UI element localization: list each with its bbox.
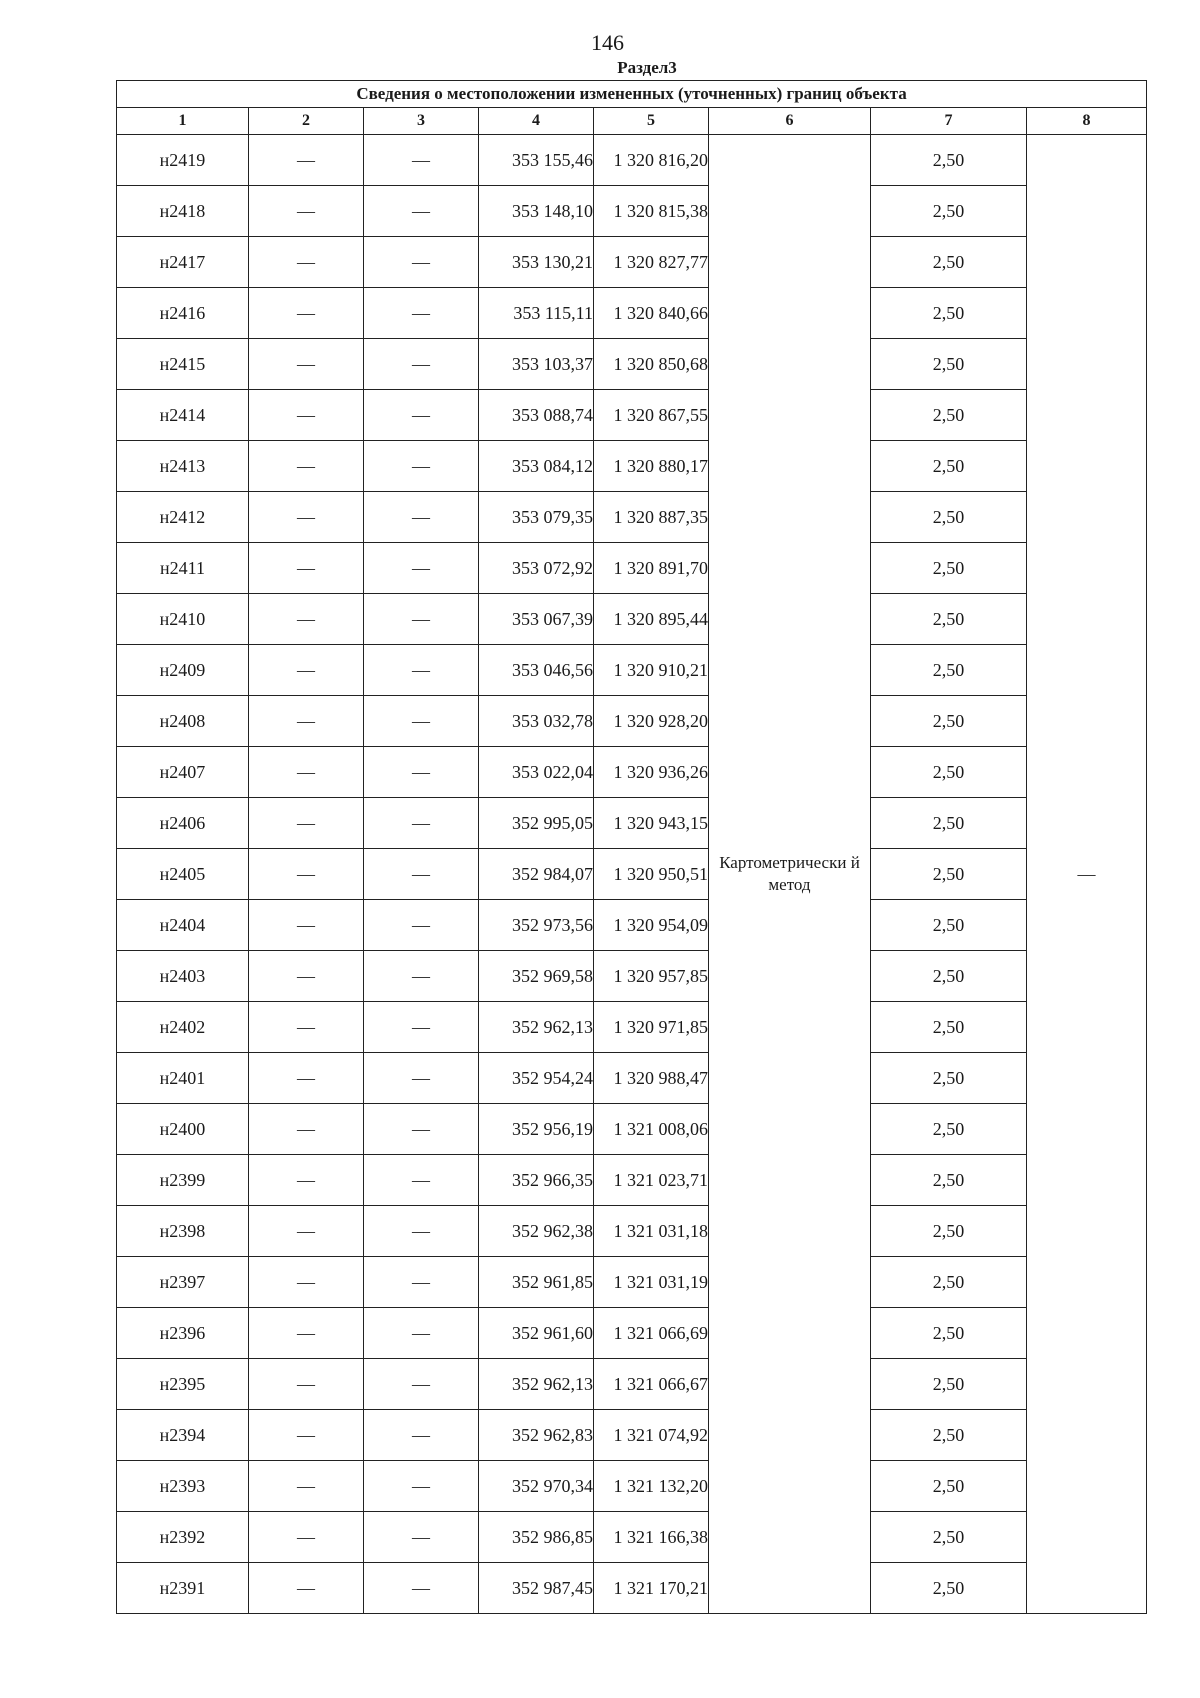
y-coordinate: 1 320 850,68 — [594, 339, 709, 390]
column2-value: — — [249, 798, 364, 849]
x-coordinate: 352 962,13 — [479, 1002, 594, 1053]
point-name: н2404 — [117, 900, 249, 951]
table-row — [117, 186, 1147, 237]
column-number: 2 — [249, 108, 364, 135]
point-name: н2396 — [117, 1308, 249, 1359]
point-name: н2395 — [117, 1359, 249, 1410]
column2-value: — — [249, 1002, 364, 1053]
y-coordinate: 1 320 891,70 — [594, 543, 709, 594]
column2-value: — — [249, 492, 364, 543]
accuracy-value: 2,50 — [871, 951, 1027, 1002]
column-number: 5 — [594, 108, 709, 135]
page-number: 146 — [591, 30, 624, 55]
column2-value: — — [249, 1410, 364, 1461]
point-name: н2392 — [117, 1512, 249, 1563]
table-row — [117, 696, 1147, 747]
point-name: н2410 — [117, 594, 249, 645]
y-coordinate: 1 320 895,44 — [594, 594, 709, 645]
column3-value: — — [364, 1563, 479, 1614]
column2-value: — — [249, 951, 364, 1002]
x-coordinate: 352 995,05 — [479, 798, 594, 849]
column2-value: — — [249, 1512, 364, 1563]
point-name: н2412 — [117, 492, 249, 543]
table-row — [117, 543, 1147, 594]
table-row — [117, 798, 1147, 849]
column3-value: — — [364, 1410, 479, 1461]
accuracy-value: 2,50 — [871, 1308, 1027, 1359]
column3-value: — — [364, 900, 479, 951]
table-row — [117, 747, 1147, 798]
y-coordinate: 1 320 815,38 — [594, 186, 709, 237]
point-name: н2402 — [117, 1002, 249, 1053]
column3-value: — — [364, 288, 479, 339]
x-coordinate: 353 148,10 — [479, 186, 594, 237]
table-row — [117, 1155, 1147, 1206]
column2-value: — — [249, 1053, 364, 1104]
x-coordinate: 352 954,24 — [479, 1053, 594, 1104]
column2-value: — — [249, 1308, 364, 1359]
x-coordinate: 352 962,13 — [479, 1359, 594, 1410]
y-coordinate: 1 320 950,51 — [594, 849, 709, 900]
x-coordinate: 353 103,37 — [479, 339, 594, 390]
column2-value: — — [249, 390, 364, 441]
column3-value: — — [364, 747, 479, 798]
accuracy-value: 2,50 — [871, 1563, 1027, 1614]
accuracy-value: 2,50 — [871, 1104, 1027, 1155]
accuracy-value: 2,50 — [871, 186, 1027, 237]
point-name: н2398 — [117, 1206, 249, 1257]
column3-value: — — [364, 186, 479, 237]
x-coordinate: 353 115,11 — [479, 288, 594, 339]
column3-value: — — [364, 1155, 479, 1206]
column3-value: — — [364, 135, 479, 186]
point-name: н2408 — [117, 696, 249, 747]
x-coordinate: 353 067,39 — [479, 594, 594, 645]
x-coordinate: 353 084,12 — [479, 441, 594, 492]
table-row — [117, 1563, 1147, 1614]
x-coordinate: 352 986,85 — [479, 1512, 594, 1563]
column3-value: — — [364, 1512, 479, 1563]
y-coordinate: 1 321 031,19 — [594, 1257, 709, 1308]
x-coordinate: 353 079,35 — [479, 492, 594, 543]
y-coordinate: 1 321 066,67 — [594, 1359, 709, 1410]
table-row — [117, 1206, 1147, 1257]
column3-value: — — [364, 594, 479, 645]
table-row — [117, 1410, 1147, 1461]
y-coordinate: 1 320 880,17 — [594, 441, 709, 492]
y-coordinate: 1 320 827,77 — [594, 237, 709, 288]
accuracy-value: 2,50 — [871, 288, 1027, 339]
column-number: 1 — [117, 108, 249, 135]
column2-value: — — [249, 1155, 364, 1206]
column2-value: — — [249, 747, 364, 798]
table-heading: Сведения о местоположении измененных (уточненных) границ объекта — [117, 81, 1147, 108]
x-coordinate: 353 155,46 — [479, 135, 594, 186]
x-coordinate: 352 961,60 — [479, 1308, 594, 1359]
column2-value: — — [249, 1563, 364, 1614]
point-name: н2403 — [117, 951, 249, 1002]
column3-value: — — [364, 1461, 479, 1512]
y-coordinate: 1 321 074,92 — [594, 1410, 709, 1461]
x-coordinate: 353 032,78 — [479, 696, 594, 747]
column2-value: — — [249, 1359, 364, 1410]
column3-value: — — [364, 390, 479, 441]
y-coordinate: 1 320 957,85 — [594, 951, 709, 1002]
x-coordinate: 353 072,92 — [479, 543, 594, 594]
x-coordinate: 353 088,74 — [479, 390, 594, 441]
accuracy-value: 2,50 — [871, 1206, 1027, 1257]
table-row — [117, 1359, 1147, 1410]
column-number: 8 — [1027, 108, 1147, 135]
column3-value: — — [364, 1359, 479, 1410]
column2-value: — — [249, 288, 364, 339]
y-coordinate: 1 320 910,21 — [594, 645, 709, 696]
column2-value: — — [249, 849, 364, 900]
x-coordinate: 353 022,04 — [479, 747, 594, 798]
accuracy-value: 2,50 — [871, 747, 1027, 798]
y-coordinate: 1 320 971,85 — [594, 1002, 709, 1053]
point-name: н2397 — [117, 1257, 249, 1308]
table-body — [117, 135, 1147, 1614]
accuracy-value: 2,50 — [871, 135, 1027, 186]
column2-value: — — [249, 186, 364, 237]
column2-value: — — [249, 339, 364, 390]
accuracy-value: 2,50 — [871, 1410, 1027, 1461]
accuracy-value: 2,50 — [871, 1257, 1027, 1308]
accuracy-value: 2,50 — [871, 900, 1027, 951]
y-coordinate: 1 320 887,35 — [594, 492, 709, 543]
table-row — [117, 594, 1147, 645]
method-cell: Картометрически й метод — [709, 135, 871, 1614]
column3-value: — — [364, 441, 479, 492]
accuracy-value: 2,50 — [871, 849, 1027, 900]
point-name: н2416 — [117, 288, 249, 339]
x-coordinate: 352 984,07 — [479, 849, 594, 900]
accuracy-value: 2,50 — [871, 1461, 1027, 1512]
y-coordinate: 1 321 132,20 — [594, 1461, 709, 1512]
column3-value: — — [364, 237, 479, 288]
x-coordinate: 352 973,56 — [479, 900, 594, 951]
table-row — [117, 1257, 1147, 1308]
column3-value: — — [364, 849, 479, 900]
column2-value: — — [249, 543, 364, 594]
column3-value: — — [364, 492, 479, 543]
accuracy-value: 2,50 — [871, 696, 1027, 747]
table-row — [117, 237, 1147, 288]
y-coordinate: 1 320 928,20 — [594, 696, 709, 747]
boundary-coordinates-table — [116, 80, 1147, 1614]
table-row — [117, 390, 1147, 441]
x-coordinate: 352 962,83 — [479, 1410, 594, 1461]
column2-value: — — [249, 1257, 364, 1308]
column-number-row — [117, 108, 1147, 135]
column2-value: — — [249, 696, 364, 747]
accuracy-value: 2,50 — [871, 798, 1027, 849]
table-row — [117, 1002, 1147, 1053]
table-row — [117, 288, 1147, 339]
point-name: н2406 — [117, 798, 249, 849]
table-row — [117, 1512, 1147, 1563]
accuracy-value: 2,50 — [871, 1053, 1027, 1104]
y-coordinate: 1 321 008,06 — [594, 1104, 709, 1155]
table-row — [117, 645, 1147, 696]
x-coordinate: 352 987,45 — [479, 1563, 594, 1614]
accuracy-value: 2,50 — [871, 645, 1027, 696]
accuracy-value: 2,50 — [871, 1512, 1027, 1563]
accuracy-value: 2,50 — [871, 1002, 1027, 1053]
column2-value: — — [249, 135, 364, 186]
y-coordinate: 1 320 816,20 — [594, 135, 709, 186]
x-coordinate: 353 046,56 — [479, 645, 594, 696]
x-coordinate: 352 970,34 — [479, 1461, 594, 1512]
y-coordinate: 1 320 943,15 — [594, 798, 709, 849]
column2-value: — — [249, 1104, 364, 1155]
table-row — [117, 900, 1147, 951]
column2-value: — — [249, 900, 364, 951]
column2-value: — — [249, 441, 364, 492]
y-coordinate: 1 320 954,09 — [594, 900, 709, 951]
column3-value: — — [364, 1257, 479, 1308]
column3-value: — — [364, 1002, 479, 1053]
y-coordinate: 1 320 867,55 — [594, 390, 709, 441]
column3-value: — — [364, 645, 479, 696]
table-row — [117, 1104, 1147, 1155]
table-row — [117, 135, 1147, 186]
table-row — [117, 1053, 1147, 1104]
point-name: н2407 — [117, 747, 249, 798]
accuracy-value: 2,50 — [871, 390, 1027, 441]
column3-value: — — [364, 1053, 479, 1104]
column2-value: — — [249, 1206, 364, 1257]
point-name: н2391 — [117, 1563, 249, 1614]
table-row — [117, 1461, 1147, 1512]
column2-value: — — [249, 645, 364, 696]
point-name: н2409 — [117, 645, 249, 696]
x-coordinate: 352 969,58 — [479, 951, 594, 1002]
point-name: н2394 — [117, 1410, 249, 1461]
column-number: 7 — [871, 108, 1027, 135]
column2-value: — — [249, 237, 364, 288]
x-coordinate: 352 961,85 — [479, 1257, 594, 1308]
table-row — [117, 849, 1147, 900]
table-row — [117, 492, 1147, 543]
column3-value: — — [364, 1206, 479, 1257]
table-row — [117, 1308, 1147, 1359]
x-coordinate: 352 962,38 — [479, 1206, 594, 1257]
column3-value: — — [364, 951, 479, 1002]
point-name: н2417 — [117, 237, 249, 288]
y-coordinate: 1 320 840,66 — [594, 288, 709, 339]
y-coordinate: 1 321 166,38 — [594, 1512, 709, 1563]
accuracy-value: 2,50 — [871, 543, 1027, 594]
table-row — [117, 441, 1147, 492]
accuracy-value: 2,50 — [871, 339, 1027, 390]
column3-value: — — [364, 339, 479, 390]
point-name: н2419 — [117, 135, 249, 186]
y-coordinate: 1 321 023,71 — [594, 1155, 709, 1206]
accuracy-value: 2,50 — [871, 1155, 1027, 1206]
point-name: н2411 — [117, 543, 249, 594]
point-name: н2401 — [117, 1053, 249, 1104]
column3-value: — — [364, 1104, 479, 1155]
column3-value: — — [364, 543, 479, 594]
point-name: н2405 — [117, 849, 249, 900]
y-coordinate: 1 321 066,69 — [594, 1308, 709, 1359]
column-number: 4 — [479, 108, 594, 135]
column3-value: — — [364, 1308, 479, 1359]
x-coordinate: 352 966,35 — [479, 1155, 594, 1206]
y-coordinate: 1 321 170,21 — [594, 1563, 709, 1614]
accuracy-value: 2,50 — [871, 492, 1027, 543]
column3-value: — — [364, 798, 479, 849]
accuracy-value: 2,50 — [871, 441, 1027, 492]
point-name: н2418 — [117, 186, 249, 237]
column3-value: — — [364, 696, 479, 747]
point-name: н2400 — [117, 1104, 249, 1155]
accuracy-value: 2,50 — [871, 594, 1027, 645]
column-number: 6 — [709, 108, 871, 135]
y-coordinate: 1 321 031,18 — [594, 1206, 709, 1257]
point-name: н2413 — [117, 441, 249, 492]
accuracy-value: 2,50 — [871, 1359, 1027, 1410]
point-name: н2415 — [117, 339, 249, 390]
section-title: Раздел3 — [617, 58, 677, 77]
x-coordinate: 353 130,21 — [479, 237, 594, 288]
column8-value: — — [1027, 135, 1147, 1614]
point-name: н2393 — [117, 1461, 249, 1512]
column2-value: — — [249, 1461, 364, 1512]
point-name: н2399 — [117, 1155, 249, 1206]
y-coordinate: 1 320 988,47 — [594, 1053, 709, 1104]
x-coordinate: 352 956,19 — [479, 1104, 594, 1155]
point-name: н2414 — [117, 390, 249, 441]
column-number: 3 — [364, 108, 479, 135]
table-row — [117, 951, 1147, 1002]
column2-value: — — [249, 594, 364, 645]
accuracy-value: 2,50 — [871, 237, 1027, 288]
table-row — [117, 339, 1147, 390]
y-coordinate: 1 320 936,26 — [594, 747, 709, 798]
